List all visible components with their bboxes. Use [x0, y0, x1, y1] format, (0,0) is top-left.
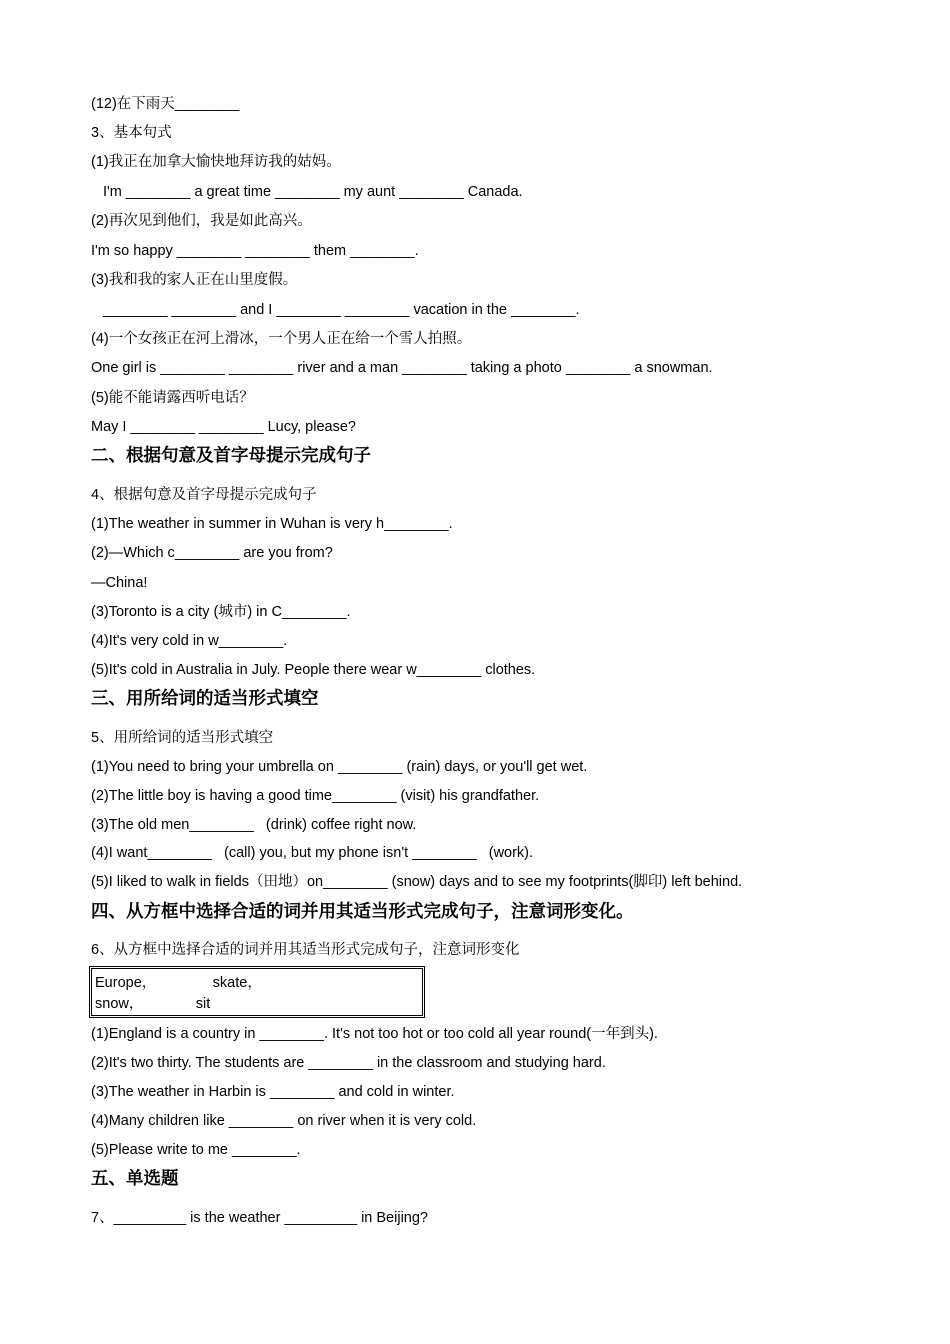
s5-q3: (3)The old men________ (drink) coffee right now. — [91, 817, 417, 833]
word-box-line-2: snow， sit — [95, 996, 211, 1012]
section-3-title: 3、基本句式 — [91, 125, 172, 141]
s5-q2: (2)The little boy is having a good time________ (visit) his grandfather. — [91, 788, 540, 804]
s3-q3-english: ________ ________ and I ________ ________ vacation in the ________. — [103, 302, 580, 318]
s3-q4-english: One girl is ________ ________ river and a man ________ taking a photo ________ a snowman. — [91, 360, 713, 376]
s3-q1-chinese: (1)我正在加拿大愉快地拜访我的姑妈。 — [91, 154, 341, 170]
s5-q5: (5)I liked to walk in fields（田地）on________ (snow) days and to see my footprints(脚印) left behind. — [91, 874, 743, 890]
s5-q4: (4)I want________ (call) you, but my phone isn't ________ (work). — [91, 845, 534, 861]
section-heading-2: 二、根据句意及首字母提示完成句子 — [91, 446, 371, 466]
section-heading-5: 五、单选题 — [91, 1169, 179, 1189]
s4-q1: (1)The weather in summer in Wuhan is very h________. — [91, 516, 453, 532]
word-box — [89, 966, 425, 1018]
section-4-title: 4、根据句意及首字母提示完成句子 — [91, 487, 317, 503]
section-heading-4: 四、从方框中选择合适的词并用其适当形式完成句子，注意词形变化。 — [91, 902, 634, 922]
s6-q2: (2)It's two thirty. The students are ________ in the classroom and studying hard. — [91, 1055, 606, 1071]
s4-q2-answer: —China! — [91, 575, 148, 591]
s5-q1: (1)You need to bring your umbrella on ________ (rain) days, or you'll get wet. — [91, 759, 588, 775]
s3-q5-chinese: (5)能不能请露西听电话？ — [91, 390, 254, 406]
s3-q4-chinese: (4)一个女孩正在河上滑冰，一个男人正在给一个雪人拍照。 — [91, 331, 472, 347]
s4-q5: (5)It's cold in Australia in July. People there wear w________ clothes. — [91, 662, 536, 678]
s4-q3: (3)Toronto is a city (城市) in C________. — [91, 604, 351, 620]
s6-q5: (5)Please write to me ________. — [91, 1142, 301, 1158]
s3-q1-english: I'm ________ a great time ________ my aunt ________ Canada. — [103, 184, 523, 200]
s3-q3-chinese: (3)我和我的家人正在山里度假。 — [91, 272, 298, 288]
s6-q3: (3)The weather in Harbin is ________ and cold in winter. — [91, 1084, 455, 1100]
exercise-item-12: (12)在下雨天________ — [91, 96, 240, 112]
section-heading-3: 三、用所给词的适当形式填空 — [91, 689, 319, 709]
s7-question: 7、_________ is the weather _________ in Beijing? — [91, 1210, 428, 1226]
s6-q1: (1)England is a country in ________. It's not too hot or too cold all year round(一年到头). — [91, 1026, 658, 1042]
s4-q2: (2)—Which c________ are you from? — [91, 545, 333, 561]
s4-q4: (4)It's very cold in w________. — [91, 633, 288, 649]
s3-q5-english: May I ________ ________ Lucy, please? — [91, 419, 356, 435]
s3-q2-english: I'm so happy ________ ________ them ________. — [91, 243, 419, 259]
section-5-title: 5、用所给词的适当形式填空 — [91, 730, 274, 746]
word-box-line-1: Europe， skate， — [95, 975, 262, 991]
s3-q2-chinese: (2)再次见到他们，我是如此高兴。 — [91, 213, 312, 229]
section-6-title: 6、从方框中选择合适的词并用其适当形式完成句子，注意词形变化 — [91, 942, 520, 958]
s6-q4: (4)Many children like ________ on river when it is very cold. — [91, 1113, 477, 1129]
